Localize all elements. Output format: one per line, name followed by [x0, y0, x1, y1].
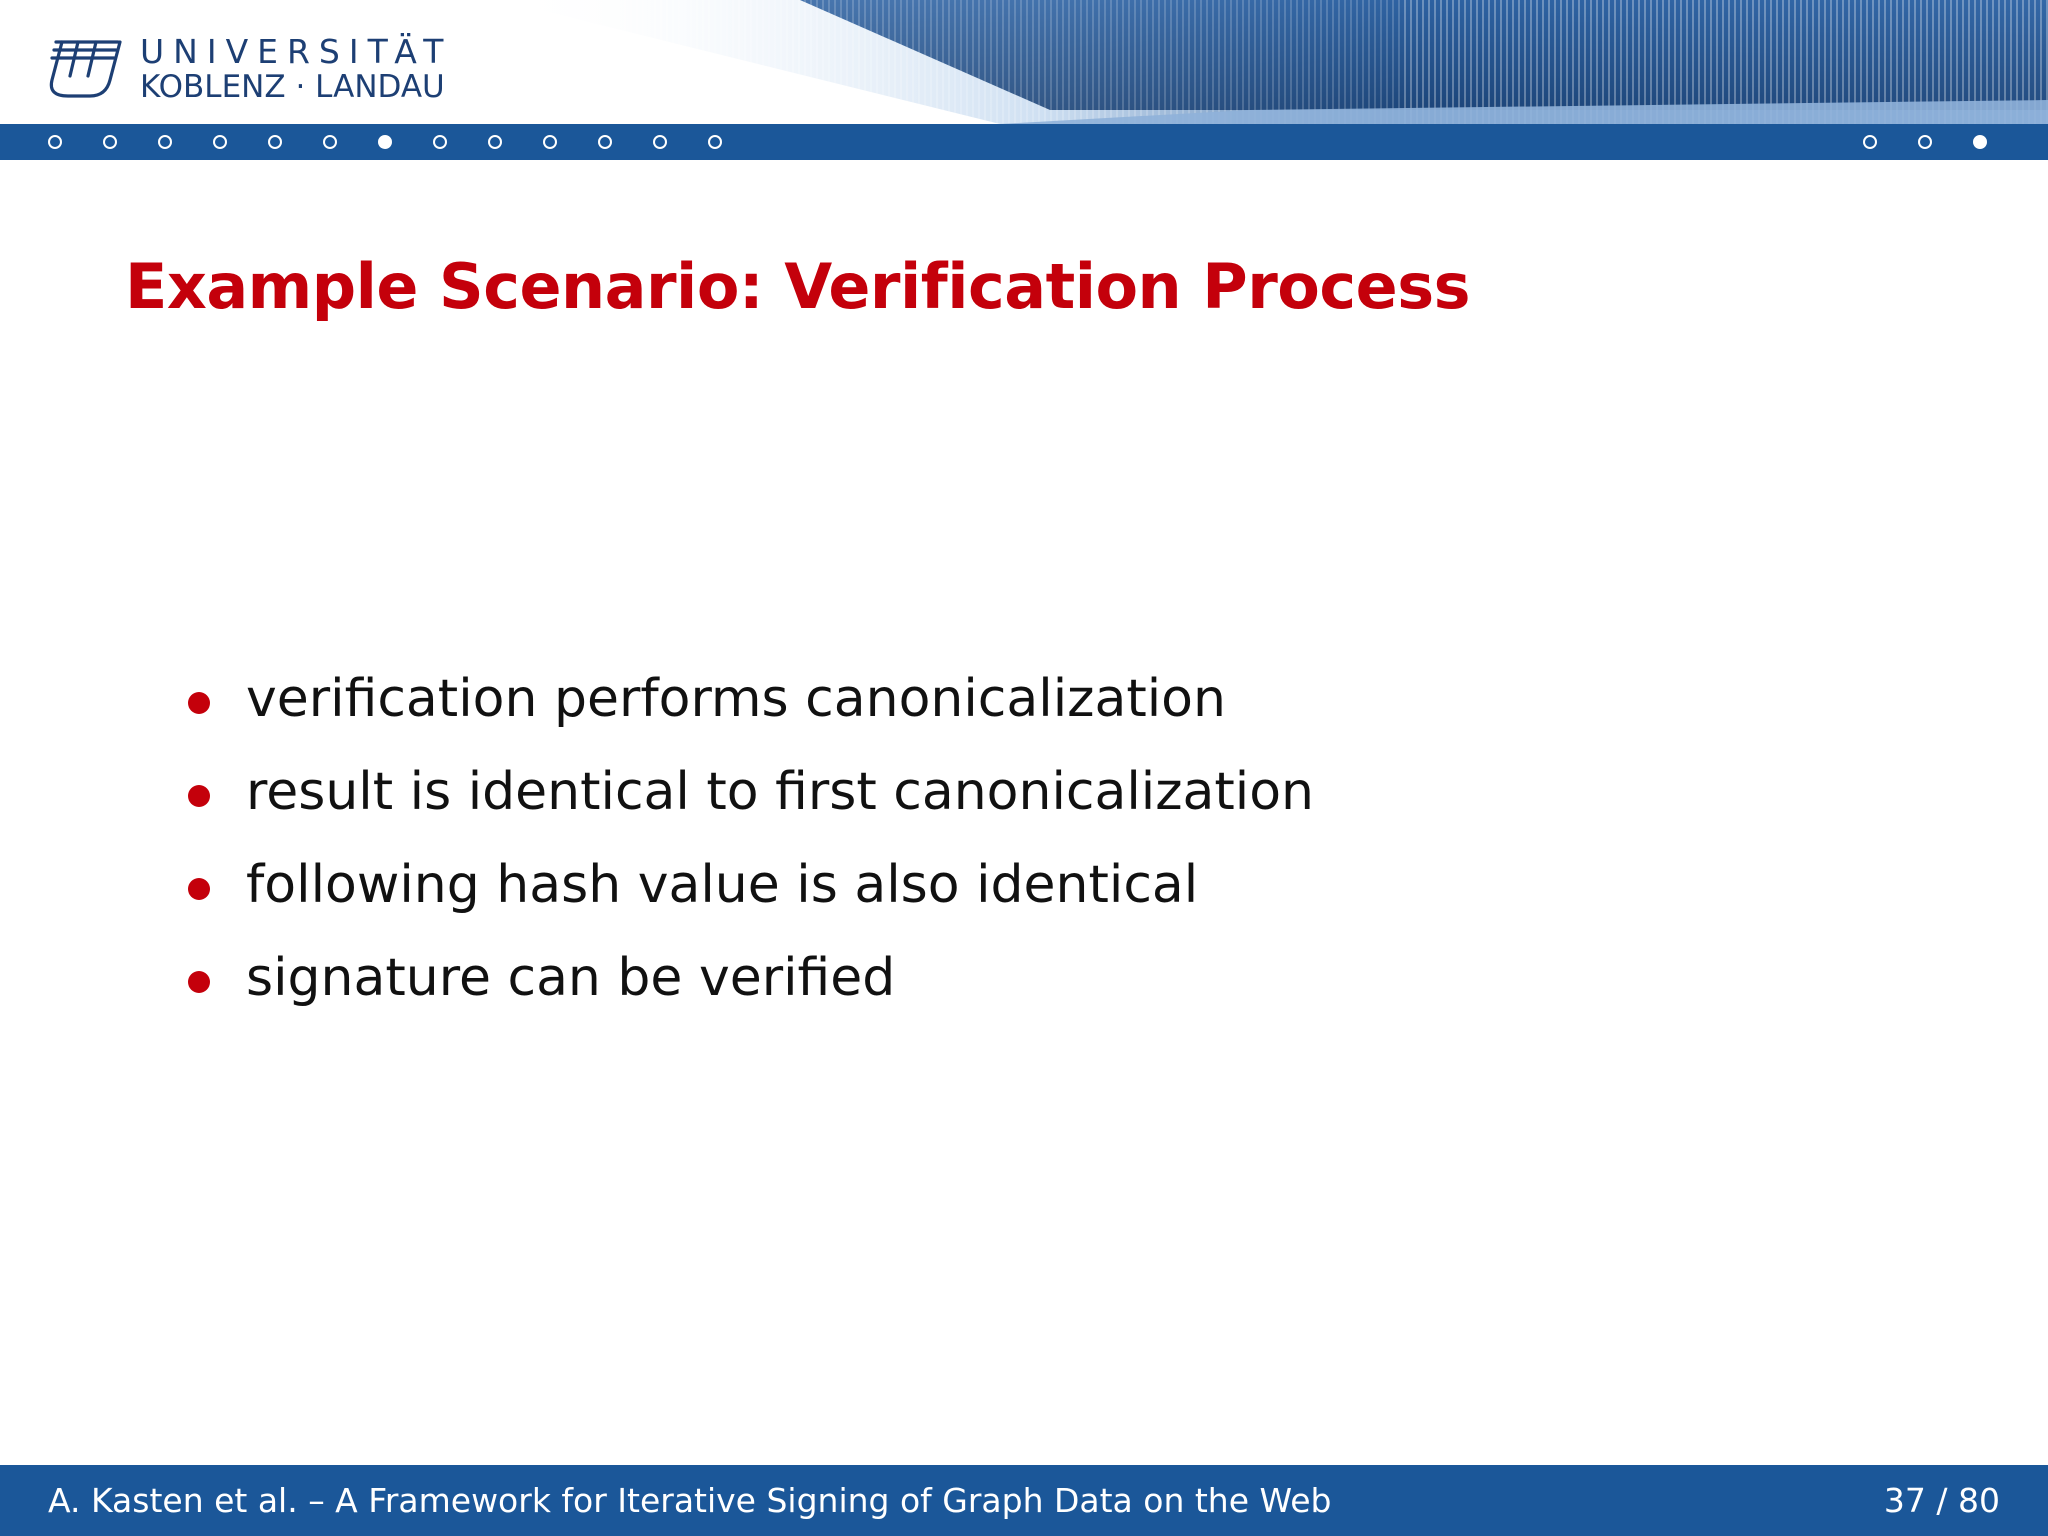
nav-dot-11[interactable] [598, 135, 612, 149]
university-logo-icon [44, 36, 124, 102]
nav-dot-12[interactable] [653, 135, 667, 149]
bullet-text: following hash value is also identical [246, 855, 1199, 915]
bullet-text: verification performs canonicalization [246, 669, 1226, 729]
nav-dot-8[interactable] [433, 135, 447, 149]
logo-line2: KOBLENZ · LANDAU [140, 69, 445, 105]
nav-dot-7[interactable] [378, 135, 392, 149]
subnav-dot-2[interactable] [1918, 135, 1932, 149]
slide-navigation-bar [0, 124, 2048, 160]
bullet-dot-icon [188, 692, 210, 714]
slide-footer [0, 1465, 2048, 1536]
bullet-text: signature can be verified [246, 948, 896, 1008]
footer-title: A. Kasten et al. – A Framework for Iterative Signing of Graph Data on the Web [48, 1481, 1332, 1520]
bullet-dot-icon [188, 785, 210, 807]
slide-header [0, 0, 2048, 124]
nav-dot-3[interactable] [158, 135, 172, 149]
bullet-dot-icon [188, 971, 210, 993]
subsection-progress-dots [1863, 124, 1987, 160]
nav-dot-9[interactable] [488, 135, 502, 149]
nav-dot-13[interactable] [708, 135, 722, 149]
bullet-list [188, 664, 1314, 1036]
bullet-dot-icon [188, 878, 210, 900]
bullet-text: result is identical to first canonicalization [246, 762, 1315, 822]
bullet-item [188, 664, 1314, 757]
nav-dot-6[interactable] [323, 135, 337, 149]
subnav-dot-3[interactable] [1973, 135, 1987, 149]
page-number: 37 / 80 [1883, 1481, 2000, 1520]
nav-dot-4[interactable] [213, 135, 227, 149]
university-logo [44, 34, 452, 104]
bullet-item [188, 757, 1314, 850]
nav-dot-1[interactable] [48, 135, 62, 149]
slide-title: Example Scenario: Verification Process [125, 250, 1470, 323]
nav-dot-10[interactable] [543, 135, 557, 149]
nav-dot-2[interactable] [103, 135, 117, 149]
section-progress-dots [48, 124, 722, 160]
logo-line1: UNIVERSITÄT [140, 32, 453, 71]
bullet-item [188, 850, 1314, 943]
bullet-item [188, 943, 1314, 1036]
nav-dot-5[interactable] [268, 135, 282, 149]
subnav-dot-1[interactable] [1863, 135, 1877, 149]
